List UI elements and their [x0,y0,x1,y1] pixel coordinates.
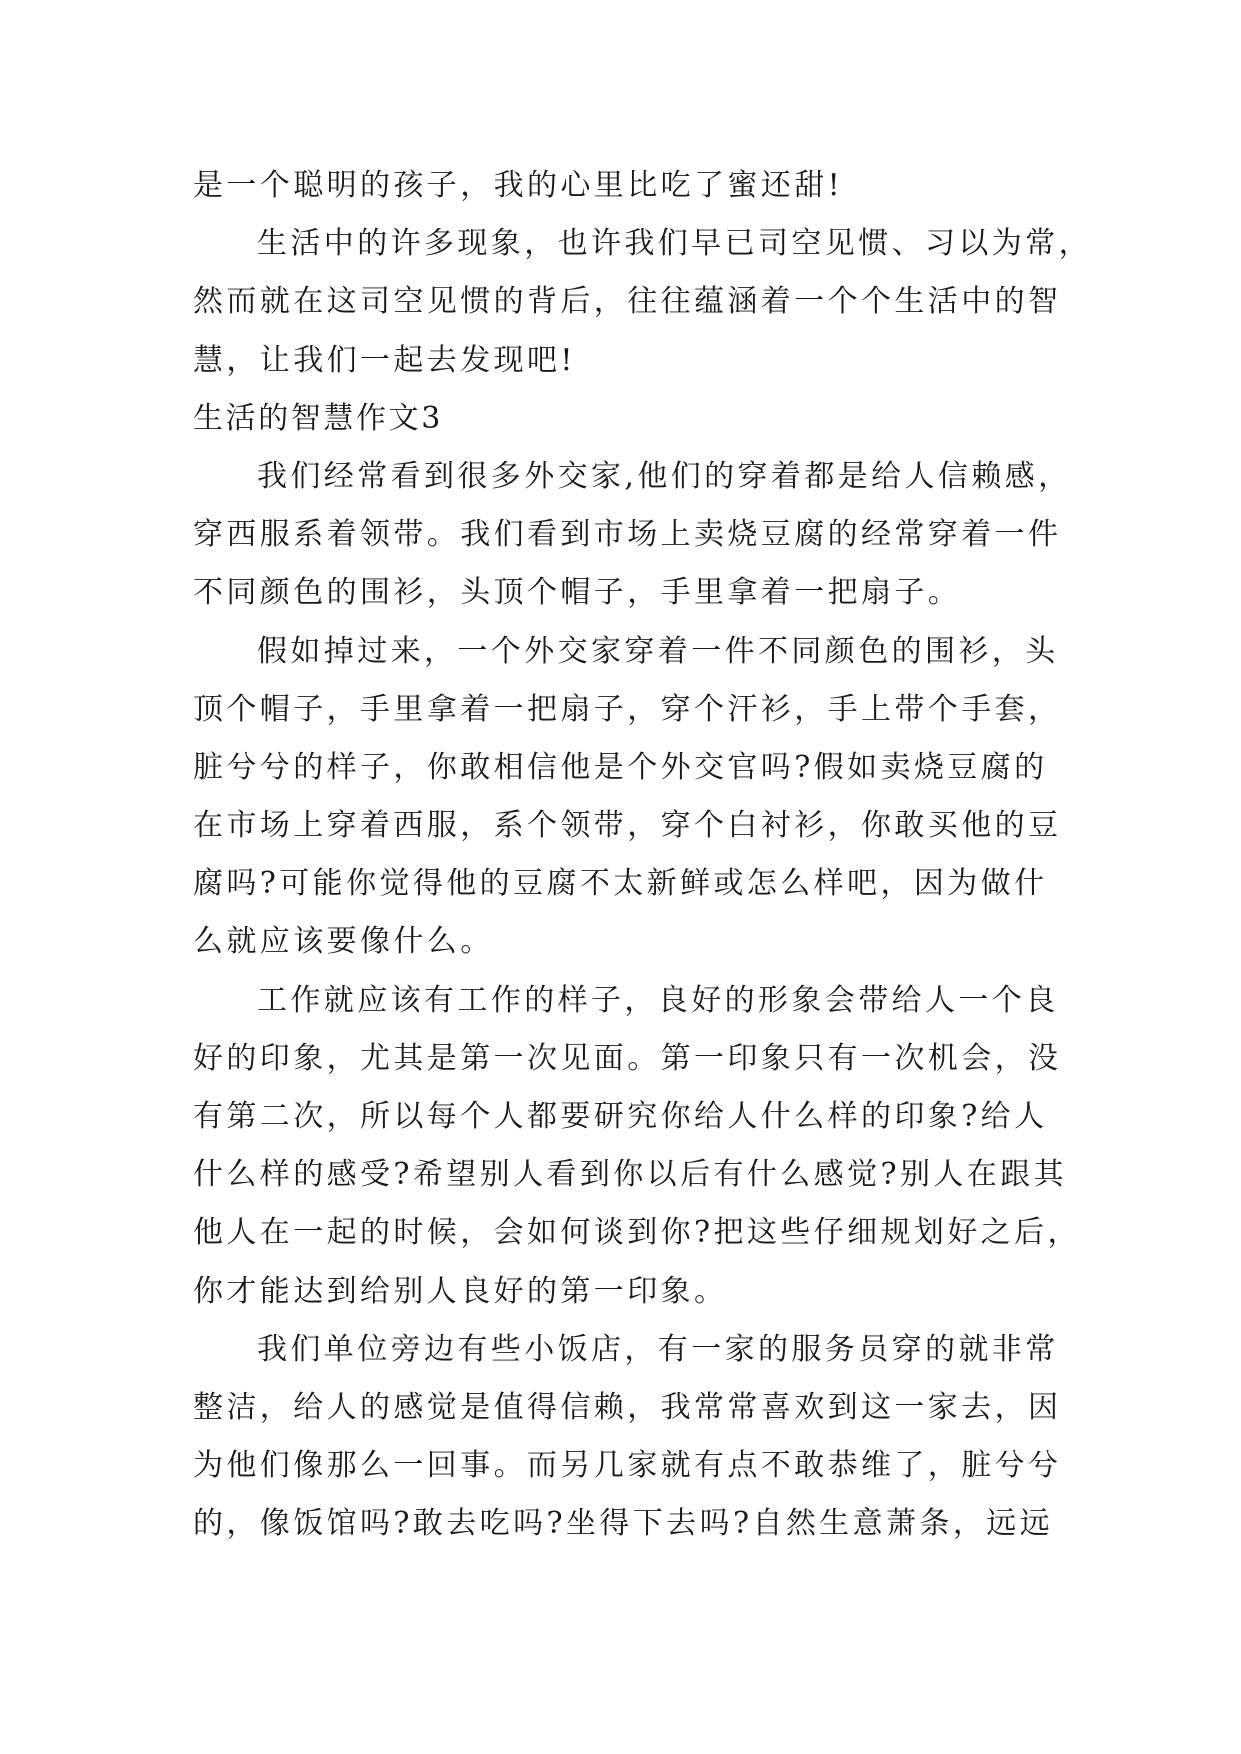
paragraph-1 [193,215,1092,390]
text-line: 我们单位旁边有些小饭店，有一家的服务员穿的就非常 [257,1331,1059,1367]
text-line: 然而就在这司空见惯的背后，往往蕴涵着一个个生活中的智 [193,284,1062,320]
paragraph-2 [193,448,1073,623]
text-line: 整洁，给人的感觉是值得信赖，我常常喜欢到这一家去，因 [193,1389,1062,1425]
text-line: 什么样的感受?希望别人看到你以后有什么感觉?别人在跟其 [193,1157,1067,1193]
section-heading-block [193,390,1073,448]
document-body [193,157,1092,1554]
text-line: 我们经常看到很多外交家,他们的穿着都是给人信赖感， [257,458,1072,494]
text-line: 他人在一起的时候，会如何谈到你?把这些仔细规划好之后， [193,1215,1081,1251]
text-line: 么就应该要像什么。 [193,924,494,960]
text-line: 好的印象，尤其是第一次见面。第一印象只有一次机会，没 [193,1040,1062,1076]
text-line: 的，像饭馆吗?敢去吃吗?坐得下去吗?自然生意萧条，远远 [193,1506,1054,1542]
text-line: 为他们像那么一回事。而另几家就有点不敢恭维了，脏兮兮 [193,1448,1062,1484]
text-line: 是一个聪明的孩子，我的心里比吃了蜜还甜! [193,168,844,203]
text-line: 顶个帽子，手里拿着一把扇子，穿个汗衫，手上带个手套， [193,691,1062,727]
section-title: 生活的智慧作文3 [193,400,443,436]
paragraph-continuation [193,157,1073,215]
text-line: 脏兮兮的样子，你敢相信他是个外交官吗?假如卖烧豆腐的 [193,749,1048,785]
text-line: 有第二次，所以每个人都要研究你给人什么样的印象?给人 [193,1099,1048,1134]
paragraph-4 [193,972,1081,1321]
paragraph-3 [193,623,1073,972]
text-line: 慧，让我们一起去发现吧! [193,342,576,378]
text-line: 穿西服系着领带。我们看到市场上卖烧豆腐的经常穿着一件 [193,517,1062,553]
text-line: 在市场上穿着西服，系个领带，穿个白衬衫，你敢买他的豆 [193,808,1062,844]
text-line: 腐吗?可能你觉得他的豆腐不太新鲜或怎么样吧，因为做什 [193,866,1048,902]
text-line: 不同颜色的围衫，头顶个帽子，手里拿着一把扇子。 [193,575,962,611]
paragraph-5 [193,1321,1073,1554]
text-line: 假如掉过来，一个外交家穿着一件不同颜色的围衫，头 [257,633,1059,669]
text-line: 生活中的许多现象，也许我们早已司空见惯、习以为常， [257,226,1092,262]
text-line: 工作就应该有工作的样子，良好的形象会带给人一个良 [257,982,1059,1018]
text-line: 你才能达到给别人良好的第一印象。 [193,1273,728,1309]
